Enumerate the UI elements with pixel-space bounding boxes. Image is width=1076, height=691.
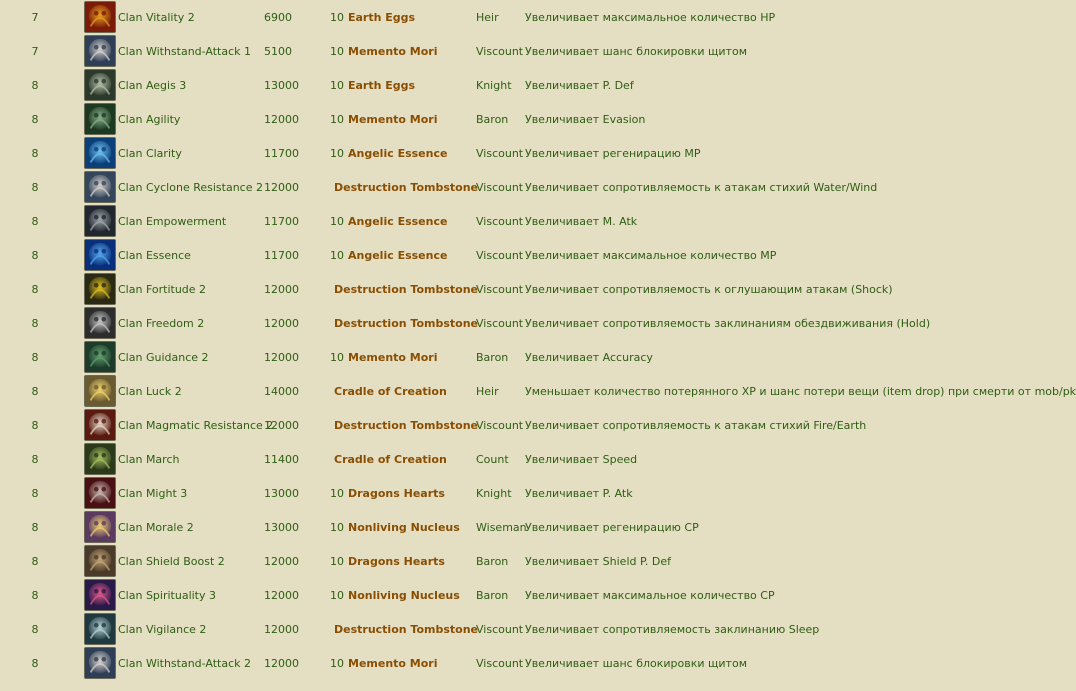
skill-description-cell: Увеличивает максимальное количество CP [525,588,775,602]
item-name: Earth Eggs [348,78,416,92]
required-rank-cell: Baron [476,112,509,126]
required-item-cell [330,272,479,306]
reputation-cost-cell: 13000 [264,78,299,92]
item-quantity: 10 [330,520,344,534]
required-rank-cell: Baron [476,350,509,364]
item-name: Destruction Tombstone [334,282,479,296]
reputation-cost-cell: 13000 [264,520,299,534]
reputation-cost-cell: 12000 [264,418,299,432]
clan-morale-icon [84,511,116,543]
reputation-cost-cell: 6900 [264,10,292,24]
item-quantity: 10 [330,44,344,58]
skill-name-cell: Clan Vitality 2 [118,10,195,24]
skill-name-cell: Clan Agility [118,112,181,126]
required-item-cell [330,34,476,68]
skill-name-cell: Clan Spirituality 3 [118,588,217,602]
clan-shield-boost-icon [84,545,116,577]
clan-freedom-icon [84,307,116,339]
reputation-cost-cell: 11700 [264,248,299,262]
required-rank-cell: Viscount [476,656,524,670]
required-rank-cell: Heir [476,384,499,398]
item-name: Destruction Tombstone [334,180,479,194]
skill-description-cell: Увеличивает максимальное количество HP [525,10,776,24]
skill-name-cell: Clan Vigilance 2 [118,622,207,636]
required-item-cell [330,238,476,272]
required-item-cell [330,408,479,442]
item-name: Nonliving Nucleus [348,520,460,534]
skill-name-cell: Clan Empowerment [118,214,227,228]
skill-name-cell: Clan Cyclone Resistance 2 [118,180,263,194]
reputation-cost-cell: 12000 [264,112,299,126]
item-quantity: 10 [330,588,344,602]
required-item-cell [330,646,476,680]
table-row [0,612,1019,646]
table-row [0,238,1019,272]
skill-name-cell: Clan Magmatic Resistance 2 [118,418,274,432]
skill-description-cell: Увеличивает регенирацию CP [525,520,699,534]
skill-description-cell: Уменьшает количество потерянного XP и шанс потери вещи (item drop) при смерти от mob/pk [525,384,1076,398]
item-quantity: 10 [330,248,344,262]
skill-description-cell: Увеличивает Shield P. Def [525,554,672,568]
skill-description-cell: Увеличивает Speed [525,452,638,466]
required-item-cell [330,612,479,646]
clan-level-cell: 7 [31,44,39,58]
skill-name-cell: Clan Morale 2 [118,520,194,534]
required-item-cell [330,374,476,408]
table-row [0,34,1019,68]
item-name: Dragons Hearts [348,486,445,500]
reputation-cost-cell: 12000 [264,350,299,364]
required-rank-cell: Viscount [476,248,524,262]
reputation-cost-cell: 12000 [264,282,299,296]
item-name: Memento Mori [348,112,438,126]
table-row [0,170,1019,204]
clan-level-cell: 8 [31,656,39,670]
table-row [0,544,1019,578]
reputation-cost-cell: 11400 [264,452,299,466]
required-item-cell [330,544,476,578]
skill-description-cell: Увеличивает максимальное количество MP [525,248,777,262]
item-quantity: 10 [330,350,344,364]
required-item-cell [330,578,476,612]
skill-name-cell: Clan Luck 2 [118,384,182,398]
item-quantity: 10 [330,214,344,228]
clan-guidance-icon [84,341,116,373]
item-name: Angelic Essence [348,146,448,160]
clan-magmatic-resistance-icon [84,409,116,441]
table-row [0,578,1019,612]
required-rank-cell: Viscount [476,180,524,194]
clan-level-cell: 8 [31,486,39,500]
item-name: Cradle of Creation [334,384,447,398]
table-row [0,0,1019,34]
required-rank-cell: Viscount [476,282,524,296]
clan-essence-icon [84,239,116,271]
item-name: Cradle of Creation [334,452,447,466]
item-quantity: 10 [330,112,344,126]
reputation-cost-cell: 12000 [264,316,299,330]
reputation-cost-cell: 11700 [264,146,299,160]
item-name: Destruction Tombstone [334,418,479,432]
clan-level-cell: 8 [31,622,39,636]
table-row [0,68,1019,102]
required-rank-cell: Baron [476,588,509,602]
table-row [0,510,1019,544]
table-row [0,340,1019,374]
clan-withstand-attack-icon [84,647,116,679]
skill-name-cell: Clan Withstand-Attack 1 [118,44,251,58]
required-rank-cell: Count [476,452,509,466]
clan-agility-icon [84,103,116,135]
skill-name-cell: Clan Essence [118,248,191,262]
table-row [0,272,1019,306]
skill-description-cell: Увеличивает шанс блокировки щитом [525,44,747,58]
reputation-cost-cell: 12000 [264,588,299,602]
required-item-cell [330,306,479,340]
required-rank-cell: Wiseman [476,520,527,534]
table-row [0,136,1019,170]
required-item-cell [330,204,476,238]
clan-level-cell: 7 [31,10,39,24]
required-rank-cell: Viscount [476,418,524,432]
required-item-cell [330,340,476,374]
skill-description-cell: Увеличивает Evasion [525,112,646,126]
clan-level-cell: 8 [31,316,39,330]
clan-cyclone-resistance-icon [84,171,116,203]
item-name: Memento Mori [348,656,438,670]
required-item-cell [330,442,476,476]
reputation-cost-cell: 13000 [264,486,299,500]
required-item-cell [330,476,476,510]
clan-vigilance-icon [84,613,116,645]
skill-description-cell: Увеличивает сопротивляемость к атакам стихий Water/Wind [525,180,878,194]
skill-description-cell: Увеличивает сопротивляемость заклинаниям обездвиживания (Hold) [525,316,931,330]
item-quantity: 10 [330,554,344,568]
clan-march-icon [84,443,116,475]
table-row [0,408,1019,442]
required-item-cell [330,0,476,34]
clan-empowerment-icon [84,205,116,237]
skill-description-cell: Увеличивает P. Atk [525,486,633,500]
skill-description-cell: Увеличивает регенирацию MP [525,146,701,160]
item-quantity: 10 [330,78,344,92]
table-row [0,102,1019,136]
required-rank-cell: Baron [476,554,509,568]
skill-description-cell: Увеличивает шанс блокировки щитом [525,656,747,670]
required-item-cell [330,510,476,544]
skill-description-cell: Увеличивает M. Atk [525,214,638,228]
item-name: Dragons Hearts [348,554,445,568]
item-name: Memento Mori [348,44,438,58]
skill-name-cell: Clan Aegis 3 [118,78,187,92]
reputation-cost-cell: 12000 [264,554,299,568]
skill-description-cell: Увеличивает сопротивляемость заклинанию Sleep [525,622,820,636]
clan-level-cell: 8 [31,452,39,466]
skill-name-cell: Clan Fortitude 2 [118,282,207,296]
required-item-cell [330,102,476,136]
item-name: Angelic Essence [348,214,448,228]
skill-name-cell: Clan Withstand-Attack 2 [118,656,251,670]
skill-name-cell: Clan March [118,452,180,466]
skill-name-cell: Clan Freedom 2 [118,316,205,330]
item-name: Nonliving Nucleus [348,588,460,602]
item-quantity: 10 [330,10,344,24]
item-name: Destruction Tombstone [334,316,479,330]
table-row [0,204,1019,238]
skill-name-cell: Clan Guidance 2 [118,350,209,364]
required-rank-cell: Viscount [476,214,524,228]
clan-level-cell: 8 [31,146,39,160]
reputation-cost-cell: 14000 [264,384,299,398]
skill-description-cell: Увеличивает сопротивляемость к атакам стихий Fire/Earth [525,418,867,432]
reputation-cost-cell: 5100 [264,44,292,58]
required-rank-cell: Viscount [476,146,524,160]
required-rank-cell: Knight [476,78,512,92]
table-row [0,374,1019,408]
item-quantity: 10 [330,146,344,160]
skill-description-cell: Увеличивает сопротивляемость к оглушающим атакам (Shock) [525,282,893,296]
reputation-cost-cell: 11700 [264,214,299,228]
required-rank-cell: Viscount [476,44,524,58]
clan-spirituality-icon [84,579,116,611]
table-row [0,306,1019,340]
clan-level-cell: 8 [31,282,39,296]
reputation-cost-cell: 12000 [264,180,299,194]
clan-level-cell: 8 [31,350,39,364]
clan-level-cell: 8 [31,78,39,92]
clan-level-cell: 8 [31,384,39,398]
reputation-cost-cell: 12000 [264,622,299,636]
reputation-cost-cell: 12000 [264,656,299,670]
table-row [0,646,1019,680]
item-name: Memento Mori [348,350,438,364]
required-item-cell [330,68,476,102]
clan-aegis-icon [84,69,116,101]
skill-name-cell: Clan Might 3 [118,486,188,500]
clan-level-cell: 8 [31,418,39,432]
required-rank-cell: Viscount [476,316,524,330]
skill-name-cell: Clan Clarity [118,146,182,160]
required-item-cell [330,170,479,204]
required-rank-cell: Knight [476,486,512,500]
required-rank-cell: Heir [476,10,499,24]
clan-level-cell: 8 [31,554,39,568]
clan-fortitude-icon [84,273,116,305]
item-name: Earth Eggs [348,10,416,24]
item-quantity: 10 [330,656,344,670]
clan-luck-icon [84,375,116,407]
clan-level-cell: 8 [31,214,39,228]
table-row [0,442,1019,476]
item-name: Destruction Tombstone [334,622,479,636]
item-quantity: 10 [330,486,344,500]
clan-clarity-icon [84,137,116,169]
required-rank-cell: Viscount [476,622,524,636]
clan-withstand-attack-icon [84,35,116,67]
skill-name-cell: Clan Shield Boost 2 [118,554,225,568]
item-name: Angelic Essence [348,248,448,262]
clan-level-cell: 8 [31,248,39,262]
clan-level-cell: 8 [31,520,39,534]
required-item-cell [330,136,476,170]
table-row [0,476,1019,510]
clan-level-cell: 8 [31,588,39,602]
clan-vitality-icon [84,1,116,33]
skill-description-cell: Увеличивает P. Def [525,78,634,92]
skill-description-cell: Увеличивает Accuracy [525,350,653,364]
clan-level-cell: 8 [31,112,39,126]
clan-level-cell: 8 [31,180,39,194]
clan-might-icon [84,477,116,509]
